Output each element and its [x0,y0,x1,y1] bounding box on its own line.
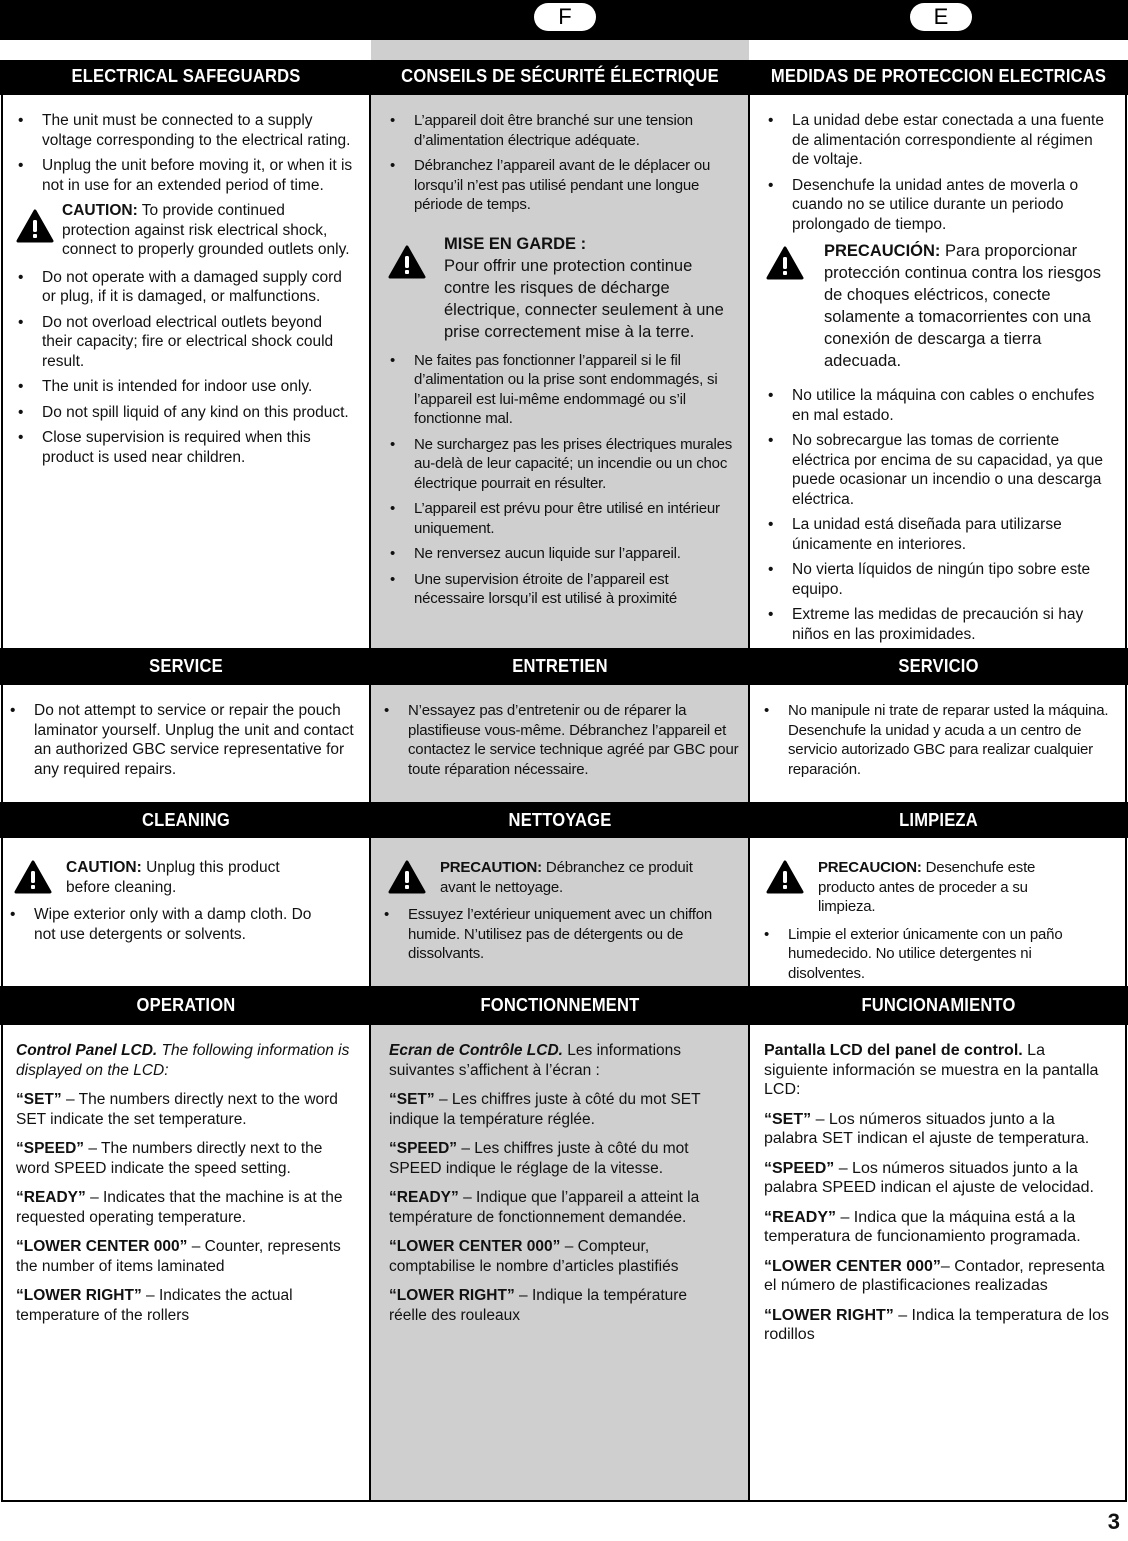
caution-label: PRECAUCIÓN: [824,242,941,260]
caution-label: MISE EN GARDE : [444,234,587,253]
warning-triangle-icon [14,860,52,894]
bullet-item: • No vierta líquidos de ningún tipo sobre este equipo. [766,560,1112,599]
lcd-item [16,1188,360,1227]
lcd-item-text: – Indica la temperatura de los rodillos [764,1306,1109,1343]
language-tab-e: E [910,3,972,31]
lcd-item-text: – Indicates that the machine is at the requested operating temperature. [16,1189,343,1226]
lcd-item-text: – Indique que l’appareil a atteint la température de fonctionnement demandée. [389,1189,700,1226]
bottom-border [1,1500,1127,1502]
lcd-item-key: “SET” [16,1091,62,1108]
operation-intro-text: La siguiente información se muestra en la pantalla LCD: [764,1042,1099,1098]
lcd-item [389,1139,729,1178]
bullet-item: • L’appareil est prévu pour être utilisé en intérieur uniquement. [388,499,736,538]
caution-text: Pour offrir une protection continue contre les risques de décharge électrique, connecter seulement à une prise correctement mise à la terre. [444,256,724,341]
warning-triangle-icon [388,245,426,279]
bullet-item: • The unit is intended for indoor use only. [16,377,356,397]
caution-label: CAUTION: [62,202,138,219]
lcd-item-text: – Indique la température réelle des rouleaux [389,1287,688,1324]
warning-triangle-icon [766,860,804,894]
bullet-item: • Ne faites pas fonctionner l’appareil si le fil d’alimentation ou la prise sont endommagés, si l’appareil est lui-même endommagé ou s’il fonctionne mal. [388,351,736,429]
bullet-item: • Unplug the unit before moving it, or when it is not in use for an extended period of time. [16,156,356,195]
lcd-item-key: “LOWER RIGHT” [389,1287,515,1304]
left-border [1,60,3,1502]
bullet-item: • Essuyez l’extérieur uniquement avec un chiffon humide. N’utilisez pas de détergents ou de dissolvants. [382,905,718,964]
lcd-item-key: “SPEED” [764,1159,835,1177]
lcd-item-key: “SET” [389,1091,435,1108]
cleaning-en-body [8,856,356,950]
lcd-item [16,1237,360,1276]
header-electrical-en: ELECTRICAL SAFEGUARDS [71,66,301,86]
header-electrical-fr: CONSEILS DE SÉCURITÉ ÉLECTRIQUE [401,66,719,86]
electrical-en-body [16,111,356,473]
bullet-item: • Débranchez l’appareil avant de le déplacer ou lorsqu’il n’est pas utilisé pendant une longue période de temps. [388,156,736,215]
operation-fr-body [389,1041,729,1335]
caution-text: Para proporcionar protección continua contra los riesgos de choques eléctricos, conecte solamente a tomacorrientes con una conexión de descarga a tierra adecuada. [824,242,1101,370]
header-service-fr: ENTRETIEN [512,656,608,676]
lcd-item [389,1237,729,1276]
bullet-item: • Desenchufe la unidad antes de moverla o cuando no se utilice durante un periodo prolongado de tiempo. [766,176,1112,235]
bullet-item: • Limpie el exterior únicamente con un paño humedecido. No utilice detergentes ni disolventes. [762,925,1108,984]
lcd-item [764,1306,1110,1345]
header-cleaning-fr: NETTOYAGE [508,810,612,830]
lcd-item-text: – Los números situados junto a la palabra SET indican el ajuste de temperatura. [764,1110,1090,1147]
lcd-item [389,1188,729,1227]
header-operation-en: OPERATION [136,995,236,1015]
lcd-item-key: “SET” [764,1110,812,1128]
lcd-item-key: “LOWER CENTER 000” [389,1238,561,1255]
lcd-item-text: – Compteur, comptabilise le nombre d’articles plastifiés [389,1238,679,1275]
lcd-item-key: “SPEED” [389,1140,458,1157]
caution-block [766,240,1112,372]
lcd-item-key: “READY” [16,1189,86,1206]
caution-label: PRECAUTION: [440,859,542,876]
lcd-item [16,1286,360,1325]
header-operation-fr: FONCTIONNEMENT [480,995,640,1015]
lcd-item-text: – The numbers directly next to the word SPEED indicate the speed setting. [16,1140,323,1177]
lcd-item-key: “LOWER RIGHT” [764,1306,894,1324]
warning-triangle-icon [16,209,54,243]
bullet-item: • Close supervision is required when this product is used near children. [16,428,356,467]
header-service-en: SERVICE [149,656,223,676]
lcd-item-text: – Counter, represents the number of items laminated [16,1238,341,1275]
page-number: 3 [1107,1509,1120,1534]
lcd-item-text: – Indica que la máquina está a la temperatura de funcionamiento programada. [764,1208,1081,1245]
bullet-item: • Do not attempt to service or repair the pouch laminator yourself. Unplug the unit and contact an authorized GBC service representative for any required repairs. [8,701,356,779]
cleaning-es-body [762,856,1114,989]
warning-triangle-icon [766,246,804,280]
header-cleaning-en: CLEANING [142,810,230,830]
bullet-item: • Ne surchargez pas les prises électriques murales au-delà de leur capacité; un incendie ou un choc électrique pourrait en résulter. [388,435,736,494]
caution-block [14,858,356,897]
lcd-item [764,1208,1110,1247]
caution-label: PRECAUCION: [818,859,922,876]
caution-block [388,858,738,897]
operation-intro-label: Pantalla LCD del panel de control. [764,1042,1023,1059]
bullet-item: • No utilice la máquina con cables o enchufes en mal estado. [766,386,1112,425]
bullet-item: • No manipule ni trate de reparar usted la máquina. Desenchufe la unidad y acuda a un centro de servicio autorizado GBC para realizar cualquier reparación. [762,701,1114,779]
bullet-item: • La unidad debe estar conectada a una fuente de alimentación correspondiente al régimen de voltaje. [766,111,1112,170]
lcd-item-text: – Les chiffres juste à côté du mot SET indique la température réglée. [389,1091,701,1128]
bullet-item: • The unit must be connected to a supply voltage corresponding to the electrical rating. [16,111,356,150]
service-es-body [762,701,1114,785]
lcd-item-key: “SPEED” [16,1140,85,1157]
caution-block [388,233,736,343]
service-fr-body [382,701,740,785]
lcd-item [389,1090,729,1129]
lcd-item-key: “LOWER CENTER 000” [764,1257,941,1275]
operation-intro-label: Control Panel LCD. [16,1042,158,1059]
bullet-item: • No sobrecargue las tomas de corriente eléctrica por encima de su capacidad, ya que puede ocasionar un incendio o una descarga eléctrica. [766,431,1112,509]
bullet-item: • Ne renversez aucun liquide sur l’appareil. [388,544,736,564]
lcd-item-text: – Les chiffres juste à côté du mot SPEED indique le réglage de la vitesse. [389,1140,689,1177]
lcd-item [389,1286,729,1325]
lcd-item-key: “READY” [389,1189,459,1206]
lcd-item-key: “LOWER RIGHT” [16,1287,142,1304]
operation-intro-label: Ecran de Contrôle LCD. [389,1042,563,1059]
cleaning-fr-body [382,856,738,970]
caution-text: Débranchez ce produit avant le nettoyage. [440,859,693,896]
operation-en-body [16,1041,360,1335]
header-cleaning-es: LIMPIEZA [899,810,978,830]
operation-intro-text: Les informations suivantes s’affichent à l’écran : [389,1042,681,1079]
lcd-item [764,1257,1110,1296]
lcd-item-key: “READY” [764,1208,837,1226]
lcd-item-text: – The numbers directly next to the word SET indicate the set temperature. [16,1091,338,1128]
lcd-item [16,1139,360,1178]
service-en-body [8,701,356,785]
column-divider-1 [369,95,371,1502]
bullet-item: • Do not overload electrical outlets beyond their capacity; fire or electrical shock could result. [16,313,356,372]
lcd-item [764,1110,1110,1149]
right-border [1125,60,1127,1502]
lcd-item-text: – Indicates the actual temperature of the rollers [16,1287,293,1324]
bullet-item: • Do not operate with a damaged supply cord or plug, if it is damaged, or malfunctions. [16,268,356,307]
lcd-item-key: “LOWER CENTER 000” [16,1238,188,1255]
column-divider-2 [748,95,750,1502]
caution-block [766,858,1114,917]
caution-text: Desenchufe este producto antes de proceder a su limpieza. [818,859,1036,915]
bullet-item: • L’appareil doit être branché sur une tension d’alimentation électrique adéquate. [388,111,736,150]
electrical-fr-body [388,111,736,615]
header-operation-es: FUNCIONAMIENTO [861,995,1016,1015]
bullet-item: • Extreme las medidas de precaución si hay niños en las proximidades. [766,605,1112,644]
bullet-item: • La unidad está diseñada para utilizarse únicamente en interiores. [766,515,1112,554]
caution-text: Unplug this product before cleaning. [66,859,280,896]
operation-es-body [764,1041,1110,1355]
lcd-item-text: – Contador, representa el número de plastificaciones realizadas [764,1257,1105,1294]
header-electrical-es: MEDIDAS DE PROTECCION ELECTRICAS [770,66,1107,86]
caution-block [16,201,356,260]
bullet-item: • Une supervision étroite de l’appareil est nécessaire lorsqu’il est utilisé à proximité [388,570,736,609]
warning-triangle-icon [388,860,426,894]
lcd-item-text: – Los números situados junto a la palabra SPEED indican el ajuste de velocidad. [764,1159,1094,1196]
bullet-item: • Wipe exterior only with a damp cloth. Do not use detergents or solvents. [8,905,314,944]
caution-text: To provide continued protection against risk electrical shock, connect to properly grounded outlets only. [62,202,350,258]
electrical-es-body [766,111,1112,650]
bullet-item: • Do not spill liquid of any kind on this product. [16,403,356,423]
lcd-item [764,1159,1110,1198]
language-tab-f: F [534,3,596,31]
caution-label: CAUTION: [66,859,142,876]
operation-intro-text: The following information is displayed on the LCD: [16,1042,350,1079]
bullet-item: • N’essayez pas d’entretenir ou de réparer la plastifieuse vous-même. Débranchez l’appareil et contactez le service technique agréé par GBC pour toute réparation nécessaire. [382,701,740,779]
header-service-es: SERVICIO [898,656,979,676]
lcd-item [16,1090,360,1129]
